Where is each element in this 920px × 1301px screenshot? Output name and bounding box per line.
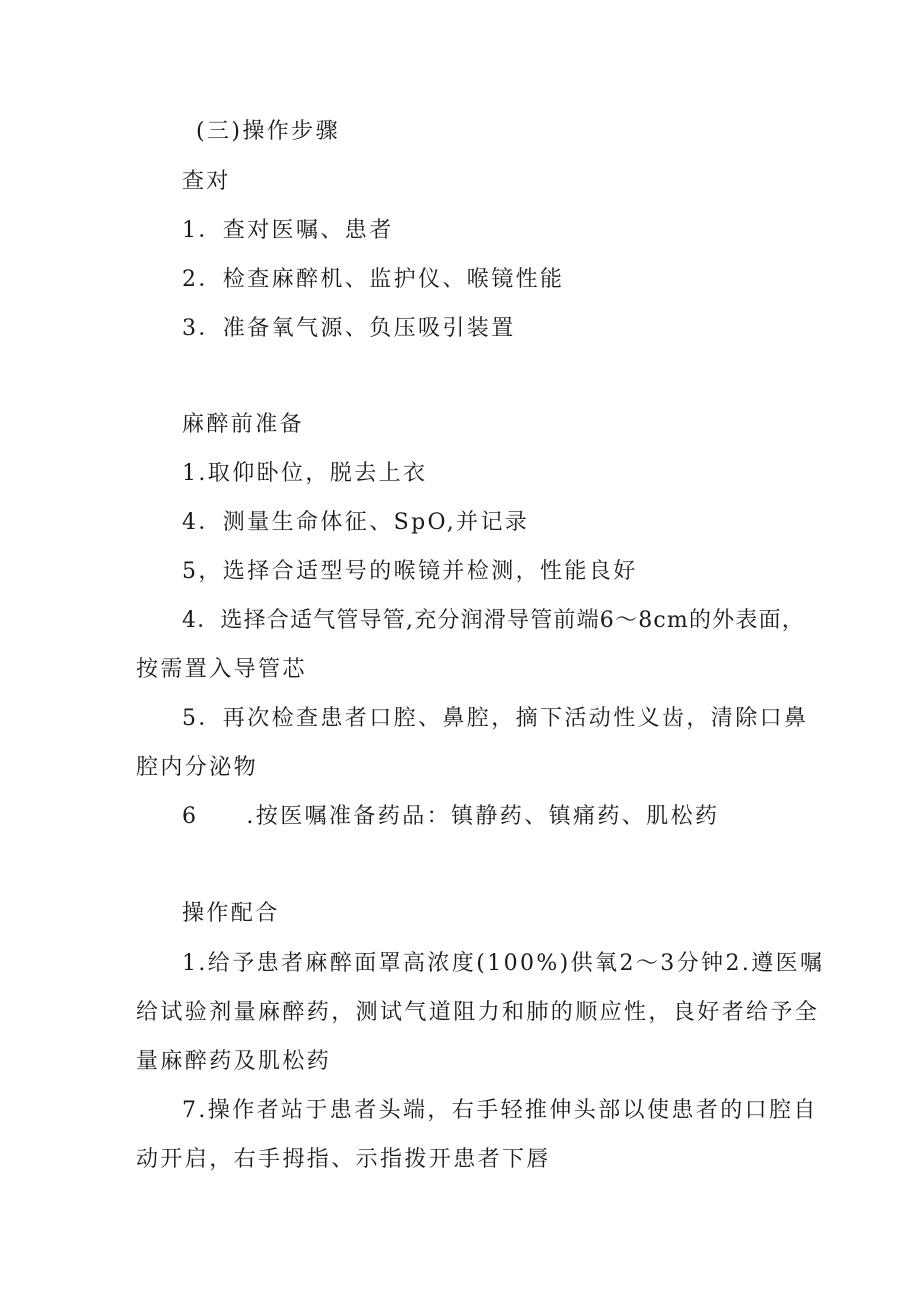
check-item: 1．查对医嘱、患者 xyxy=(182,218,394,243)
prep-heading: 麻醉前准备 xyxy=(182,412,305,437)
prep-item xyxy=(182,802,719,832)
check-item: 2．检查麻醉机、监护仪、喉镜性能 xyxy=(182,267,565,292)
coop-item-continued: 动开启，右手拇指、示指拨开患者下唇 xyxy=(136,1147,551,1172)
prep-item-continued: 腔内分泌物 xyxy=(136,755,259,780)
coop-item-continued: 量麻醉药及肌松药 xyxy=(136,1049,332,1074)
prep-item-continued: 按需置入导管芯 xyxy=(136,657,307,682)
coop-item: 7.操作者站于患者头端，右手轻推伸头部以使患者的口腔自 xyxy=(182,1098,818,1123)
prep-item: 5，选择合适型号的喉镜并检测，性能良好 xyxy=(182,559,638,584)
coop-heading: 操作配合 xyxy=(182,901,280,926)
prep-item: 4．选择合适气管导管,充分润滑导管前端6～8cm的外表面， xyxy=(182,608,805,633)
check-item: 3．准备氧气源、负压吸引装置 xyxy=(182,316,516,341)
prep-item: 4．测量生命体征、SpO,并记录 xyxy=(182,510,530,535)
prep-item: 5．再次检查患者口腔、鼻腔，摘下活动性义齿，清除口鼻 xyxy=(182,706,809,731)
section-title: (三)操作步骤 xyxy=(196,119,340,144)
prep-item: 1.取仰卧位，脱去上衣 xyxy=(182,461,428,486)
prep-item-text: .按医嘱准备药品：镇静药、镇痛药、肌松药 xyxy=(246,804,720,829)
check-heading: 查对 xyxy=(182,169,231,194)
prep-item-number: 6 xyxy=(182,804,199,829)
coop-item: 1.给予患者麻醉面罩高浓度(100%)供氧2～3分钟2.遵医嘱 xyxy=(182,951,825,976)
coop-item-continued: 给试验剂量麻醉药，测试气道阻力和肺的顺应性，良好者给予全 xyxy=(136,1000,820,1025)
